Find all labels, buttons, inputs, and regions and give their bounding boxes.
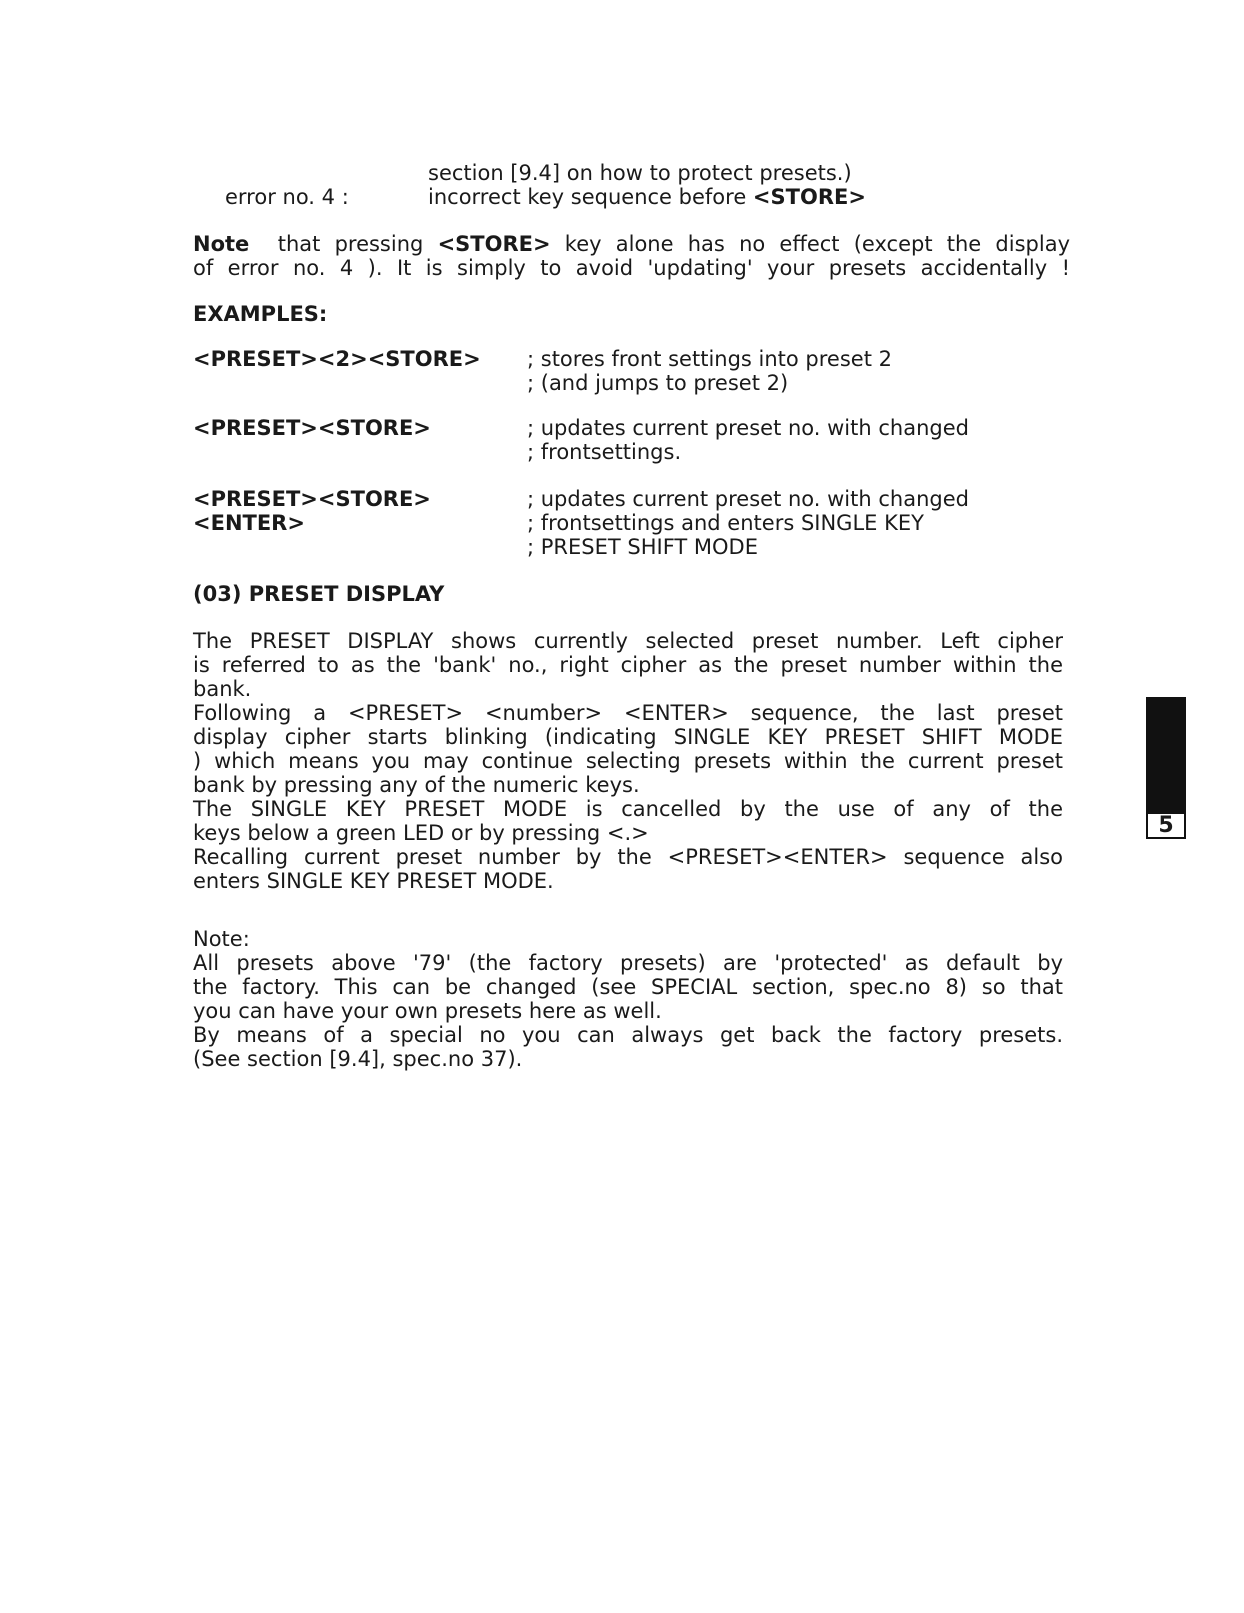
- example-description: ; (and jumps to preset 2): [527, 371, 789, 395]
- note-label: Note:: [193, 927, 250, 951]
- paragraph-line: display cipher starts blinking (indicating SINGLE KEY PRESET SHIFT MODE: [193, 725, 1063, 749]
- store-key-label: <STORE>: [752, 185, 866, 209]
- error-text: incorrect key sequence before: [428, 185, 753, 209]
- paragraph-line: Following a <PRESET> <number> <ENTER> sequence, the last preset: [193, 701, 1063, 725]
- paragraph-line: Recalling current preset number by the <PRESET><ENTER> sequence also: [193, 845, 1063, 869]
- example-description: ; frontsettings.: [527, 440, 682, 464]
- continued-text-line: section [9.4] on how to protect presets.): [428, 161, 852, 185]
- example-description: ; PRESET SHIFT MODE: [527, 535, 758, 559]
- note-line: Note that pressing <STORE> key alone has no effect (except the display: [193, 232, 1070, 256]
- section-heading: (03) PRESET DISPLAY: [193, 582, 445, 606]
- paragraph-line: the factory. This can be changed (see SPECIAL section, spec.no 8) so that: [193, 975, 1063, 999]
- example-description: ; updates current preset no. with changed: [527, 416, 969, 440]
- preset-display-paragraph: [193, 629, 1063, 893]
- example-description: ; stores front settings into preset 2: [527, 347, 892, 371]
- chapter-number: 5: [1146, 812, 1186, 839]
- paragraph-line: The SINGLE KEY PRESET MODE is cancelled by the use of any of the: [193, 797, 1063, 821]
- example-command: <PRESET><STORE>: [193, 416, 431, 440]
- paragraph-line: enters SINGLE KEY PRESET MODE.: [193, 869, 554, 893]
- paragraph-line: All presets above '79' (the factory presets) are 'protected' as default by: [193, 951, 1063, 975]
- paragraph-line: The PRESET DISPLAY shows currently selected preset number. Left cipher: [193, 629, 1063, 653]
- error-label: error no. 4 :: [225, 185, 349, 209]
- example-command: <PRESET><2><STORE>: [193, 347, 481, 371]
- note-factory-paragraph: [193, 951, 1063, 1071]
- paragraph-line: bank by pressing any of the numeric keys.: [193, 773, 640, 797]
- error-description: [428, 185, 866, 209]
- example-description: ; updates current preset no. with changed: [527, 487, 969, 511]
- example-command: <ENTER>: [193, 511, 305, 535]
- example-command: <PRESET><STORE>: [193, 487, 431, 511]
- paragraph-line: bank.: [193, 677, 252, 701]
- examples-heading: EXAMPLES:: [193, 302, 328, 326]
- paragraph-line: By means of a special no you can always get back the factory presets.: [193, 1023, 1063, 1047]
- paragraph-line: keys below a green LED or by pressing <.>: [193, 821, 649, 845]
- note-line: of error no. 4 ). It is simply to avoid 'updating' your presets accidentally !: [193, 256, 1070, 280]
- paragraph-line: (See section [9.4], spec.no 37).: [193, 1047, 523, 1071]
- paragraph-line: is referred to as the 'bank' no., right cipher as the preset number within the: [193, 653, 1063, 677]
- note-store-paragraph: [193, 232, 1070, 280]
- note-label: Note: [193, 232, 250, 256]
- paragraph-line: ) which means you may continue selecting presets within the current preset: [193, 749, 1063, 773]
- example-description: ; frontsettings and enters SINGLE KEY: [527, 511, 924, 535]
- paragraph-line: you can have your own presets here as well.: [193, 999, 662, 1023]
